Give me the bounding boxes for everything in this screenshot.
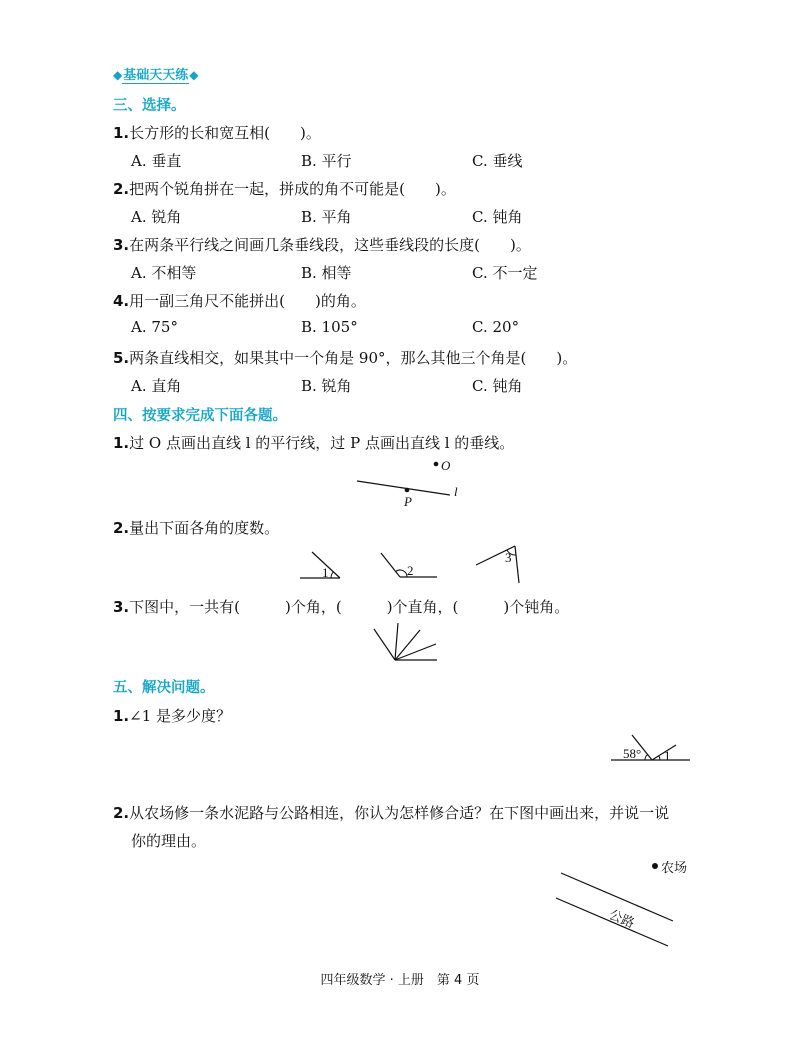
s3-q5-option-a[interactable]: A. 直角: [131, 377, 182, 395]
s5-question-2-line2: 你的理由。: [131, 832, 207, 850]
angle-2-label: 2: [407, 563, 414, 578]
section-4-title: 四、按要求完成下面各题。: [113, 408, 287, 424]
s3-q5-option-b[interactable]: B. 锐角: [301, 377, 352, 395]
s5-angle-arc-1: [659, 756, 660, 760]
q-number: 1.: [113, 707, 130, 725]
q-number: 1.: [113, 434, 130, 452]
s3-q1-option-c[interactable]: C. 垂线: [472, 152, 523, 170]
fan-ray-4: [395, 623, 398, 660]
s3-q2-option-a[interactable]: A. 锐角: [131, 208, 182, 226]
q-number: 2.: [113, 804, 130, 822]
label-o: O: [441, 458, 451, 473]
s3-q4-option-b[interactable]: B. 105°: [301, 318, 358, 336]
s3-q3-option-c[interactable]: C. 不一定: [472, 264, 538, 282]
q-text: 下图中，一共有( )个角，( )个直角，( )个钝角。: [129, 598, 570, 616]
q-number: 3.: [113, 236, 130, 254]
s5-question-1: [113, 705, 231, 726]
q-number: 4.: [113, 292, 130, 310]
s3-q3-option-a[interactable]: A. 不相等: [131, 264, 197, 282]
s4-question-3: [113, 596, 569, 617]
q-text: 从农场修一条水泥路与公路相连，你认为怎样修合适？在下图中画出来，并说一说: [129, 804, 670, 822]
angle-1-label: 1: [322, 565, 329, 580]
angle-2-ray: [381, 553, 400, 577]
label-angle-1: 1: [664, 748, 671, 763]
q-text: ∠1 是多少度？: [129, 707, 232, 725]
q-number: 1.: [113, 124, 130, 142]
q-text: 量出下面各角的度数。: [129, 519, 280, 537]
angle-1-arc: [331, 572, 333, 578]
q-text: 在两条平行线之间画几条垂线段，这些垂线段的长度( )。: [129, 236, 531, 254]
farm-point-icon: [652, 863, 658, 869]
q-text: 过 O 点画出直线 l 的平行线，过 P 点画出直线 l 的垂线。: [129, 434, 515, 452]
s3-q1-option-b[interactable]: B. 平行: [301, 152, 352, 170]
s3-q4-option-c[interactable]: C. 20°: [472, 318, 520, 336]
q-number: 2.: [113, 180, 130, 198]
s4-question-2: [113, 517, 279, 538]
angle-3-label: 3: [505, 550, 512, 565]
q-number: 3.: [113, 598, 130, 616]
diamond-right-icon: ◆: [189, 68, 199, 82]
s3-q3-option-b[interactable]: B. 相等: [301, 264, 352, 282]
s3-q2-option-c[interactable]: C. 钝角: [472, 208, 523, 226]
point-o: [434, 462, 439, 467]
section-3-title: 三、选择。: [113, 98, 186, 114]
diamond-left-icon: ◆: [113, 68, 123, 82]
q-text: 用一副三角尺不能拼出( )的角。: [129, 292, 366, 310]
s3-q4-option-a[interactable]: A. 75°: [131, 318, 178, 336]
label-l: l: [454, 484, 458, 499]
q-number: 2.: [113, 519, 130, 537]
road-label: 公路: [606, 907, 637, 932]
q-text: 长方形的长和宽互相( )。: [129, 124, 321, 142]
s3-q5-option-c[interactable]: C. 钝角: [472, 377, 523, 395]
angle-3-ray-b: [515, 546, 519, 583]
line-l: [357, 481, 450, 495]
label-58-degrees: 58°: [623, 746, 642, 761]
farm-label: 农场: [661, 861, 688, 876]
q-text: 把两个锐角拼在一起，拼成的角不可能是( )。: [129, 180, 456, 198]
point-p: [405, 488, 410, 493]
s5-question-2-line1: [113, 802, 669, 823]
label-p: P: [404, 494, 412, 509]
s3-q2-option-b[interactable]: B. 平角: [301, 208, 352, 226]
fan-ray-5: [374, 629, 395, 660]
q-number: 5.: [113, 349, 130, 367]
s3-q1-option-a[interactable]: A. 垂直: [131, 152, 182, 170]
q-text: 两条直线相交，如果其中一个角是 90°，那么其他三个角是( )。: [129, 349, 578, 367]
s5-angle-arc-58: [645, 755, 648, 761]
section-5-title: 五、解决问题。: [113, 680, 215, 696]
banner-title: 基础天天练: [123, 68, 189, 83]
page-footer: 四年级数学 · 上册 第 4 页: [320, 973, 480, 988]
